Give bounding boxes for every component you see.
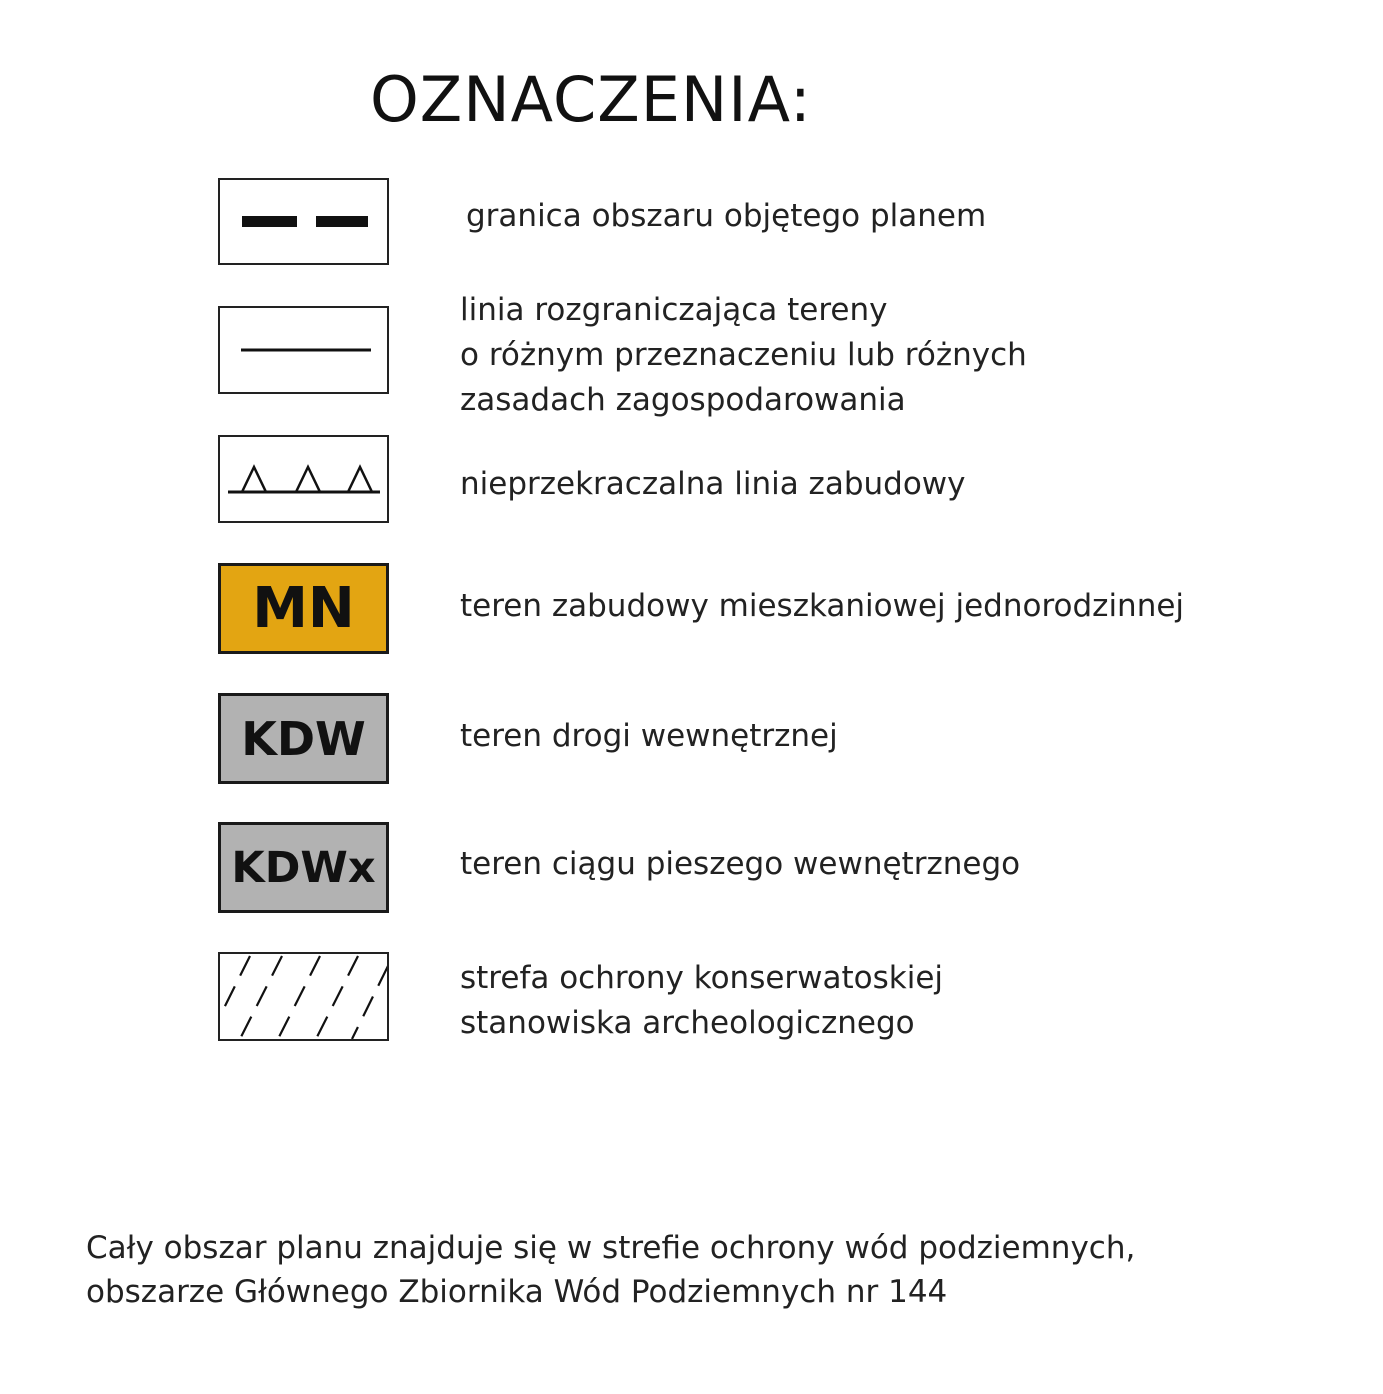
kdw-code: KDW [241,711,366,766]
kdw-symbol [218,693,389,784]
solid-line-symbol [218,306,389,394]
dashed-line-icon [220,180,387,263]
triangle-line-icon [220,437,387,521]
legend-label-building-line: nieprzekraczalna linia zabudowy [460,466,966,502]
footer-note: Cały obszar planu znajduje się w strefie ochrony wód podziemnych, obszarze Głównego Zbiornika Wód Podziemnych nr 144 [86,1230,1136,1310]
legend-label-kdwx: teren ciągu pieszego wewnętrznego [460,846,1021,882]
dashed-line-symbol [218,178,389,265]
kdwx-code: KDWx [231,842,376,893]
legend-label-kdw: teren drogi wewnętrznej [460,718,838,754]
legend-label-boundary: granica obszaru objętego planem [466,198,987,234]
kdwx-symbol [218,822,389,913]
solid-line-icon [220,308,387,392]
legend-title: OZNACZENIA: [370,63,812,136]
hatched-zone-symbol [218,952,389,1041]
mn-code: MN [252,576,355,641]
legend-label-hatched-zone: strefa ochrony konserwatoskiej stanowiska archeologicznego [460,960,944,1041]
legend-label-dividing-line: linia rozgraniczająca tereny o różnym przeznaczeniu lub różnych zasadach zagospodarowania [460,292,1027,418]
mn-symbol [218,563,389,654]
hatch-icon [220,954,387,1039]
legend-label-mn: teren zabudowy mieszkaniowej jednorodzinnej [460,588,1185,624]
building-line-symbol [218,435,389,523]
